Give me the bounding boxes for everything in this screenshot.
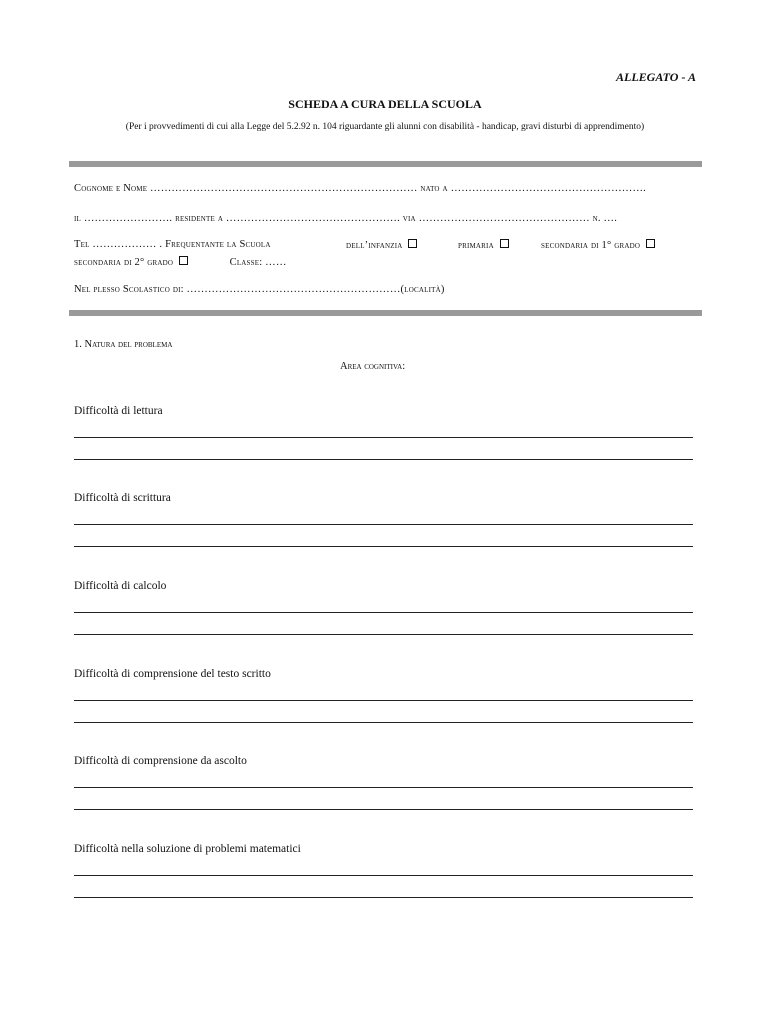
answer-line[interactable]	[74, 634, 693, 635]
section-divider	[69, 161, 702, 167]
difficulty-block	[74, 491, 694, 547]
section-heading: 1. Natura del problema	[74, 339, 173, 350]
difficulty-label: Difficoltà di scrittura	[74, 492, 171, 504]
difficulty-label: Difficoltà nella soluzione di problemi matematici	[74, 843, 301, 855]
difficulty-label: Difficoltà di calcolo	[74, 580, 167, 592]
option-primaria-label: primaria	[458, 240, 494, 251]
form-title: SCHEDA A CURA DELLA SCUOLA	[288, 97, 482, 111]
checkbox-icon[interactable]	[646, 239, 655, 248]
answer-line[interactable]	[74, 459, 693, 460]
phone-school-label[interactable]: Tel ……………… . Frequentante la Scuola	[74, 239, 271, 250]
difficulty-label: Difficoltà di comprensione del testo scritto	[74, 668, 271, 680]
difficulty-block	[74, 579, 694, 635]
class-field[interactable]: Classe: ……	[229, 257, 287, 268]
option-primaria[interactable]	[458, 239, 509, 251]
answer-line[interactable]	[74, 437, 693, 438]
option-secondaria-2-label: secondaria di 2° grado	[74, 257, 174, 268]
answer-line[interactable]	[74, 612, 693, 613]
school-location-field[interactable]: Nel plesso Scolastico di: ……………………………………………………(località)	[74, 284, 445, 295]
answer-line[interactable]	[74, 700, 693, 701]
section-divider	[69, 310, 702, 316]
option-secondaria-1-label: secondaria di 1° grado	[541, 240, 641, 251]
answer-line[interactable]	[74, 787, 693, 788]
answer-line[interactable]	[74, 524, 693, 525]
option-secondaria-1[interactable]	[541, 239, 655, 251]
name-birthplace-field[interactable]: Cognome e Nome ………………………………………………………………… nato a ……………………………………………….	[74, 183, 647, 194]
difficulty-label: Difficoltà di comprensione da ascolto	[74, 755, 247, 767]
difficulty-block	[74, 667, 694, 723]
answer-line[interactable]	[74, 546, 693, 547]
area-heading: Area cognitiva:	[340, 361, 406, 372]
difficulty-label: Difficoltà di lettura	[74, 405, 163, 417]
answer-line[interactable]	[74, 809, 693, 810]
answer-line[interactable]	[74, 722, 693, 723]
option-infanzia[interactable]	[346, 239, 417, 251]
form-subtitle: (Per i provvedimenti di cui alla Legge del 5.2.92 n. 104 riguardante gli alunni con disabilità - handicap, gravi disturbi di apprendimento)	[125, 122, 645, 132]
option-infanzia-label: dell’infanzia	[346, 240, 403, 251]
difficulty-block	[74, 842, 694, 898]
answer-line[interactable]	[74, 875, 693, 876]
checkbox-icon[interactable]	[500, 239, 509, 248]
checkbox-icon[interactable]	[179, 256, 188, 265]
option-secondaria-2[interactable]	[74, 257, 191, 268]
difficulty-block	[74, 404, 694, 460]
answer-line[interactable]	[74, 897, 693, 898]
checkbox-icon[interactable]	[408, 239, 417, 248]
difficulty-block	[74, 754, 694, 810]
attachment-label: ALLEGATO - A	[615, 70, 696, 84]
birthdate-address-field[interactable]: il ……………………. residente a …………………………………………. via ………………………………………… n. ….	[74, 213, 618, 224]
secondary-class-row	[74, 256, 704, 268]
